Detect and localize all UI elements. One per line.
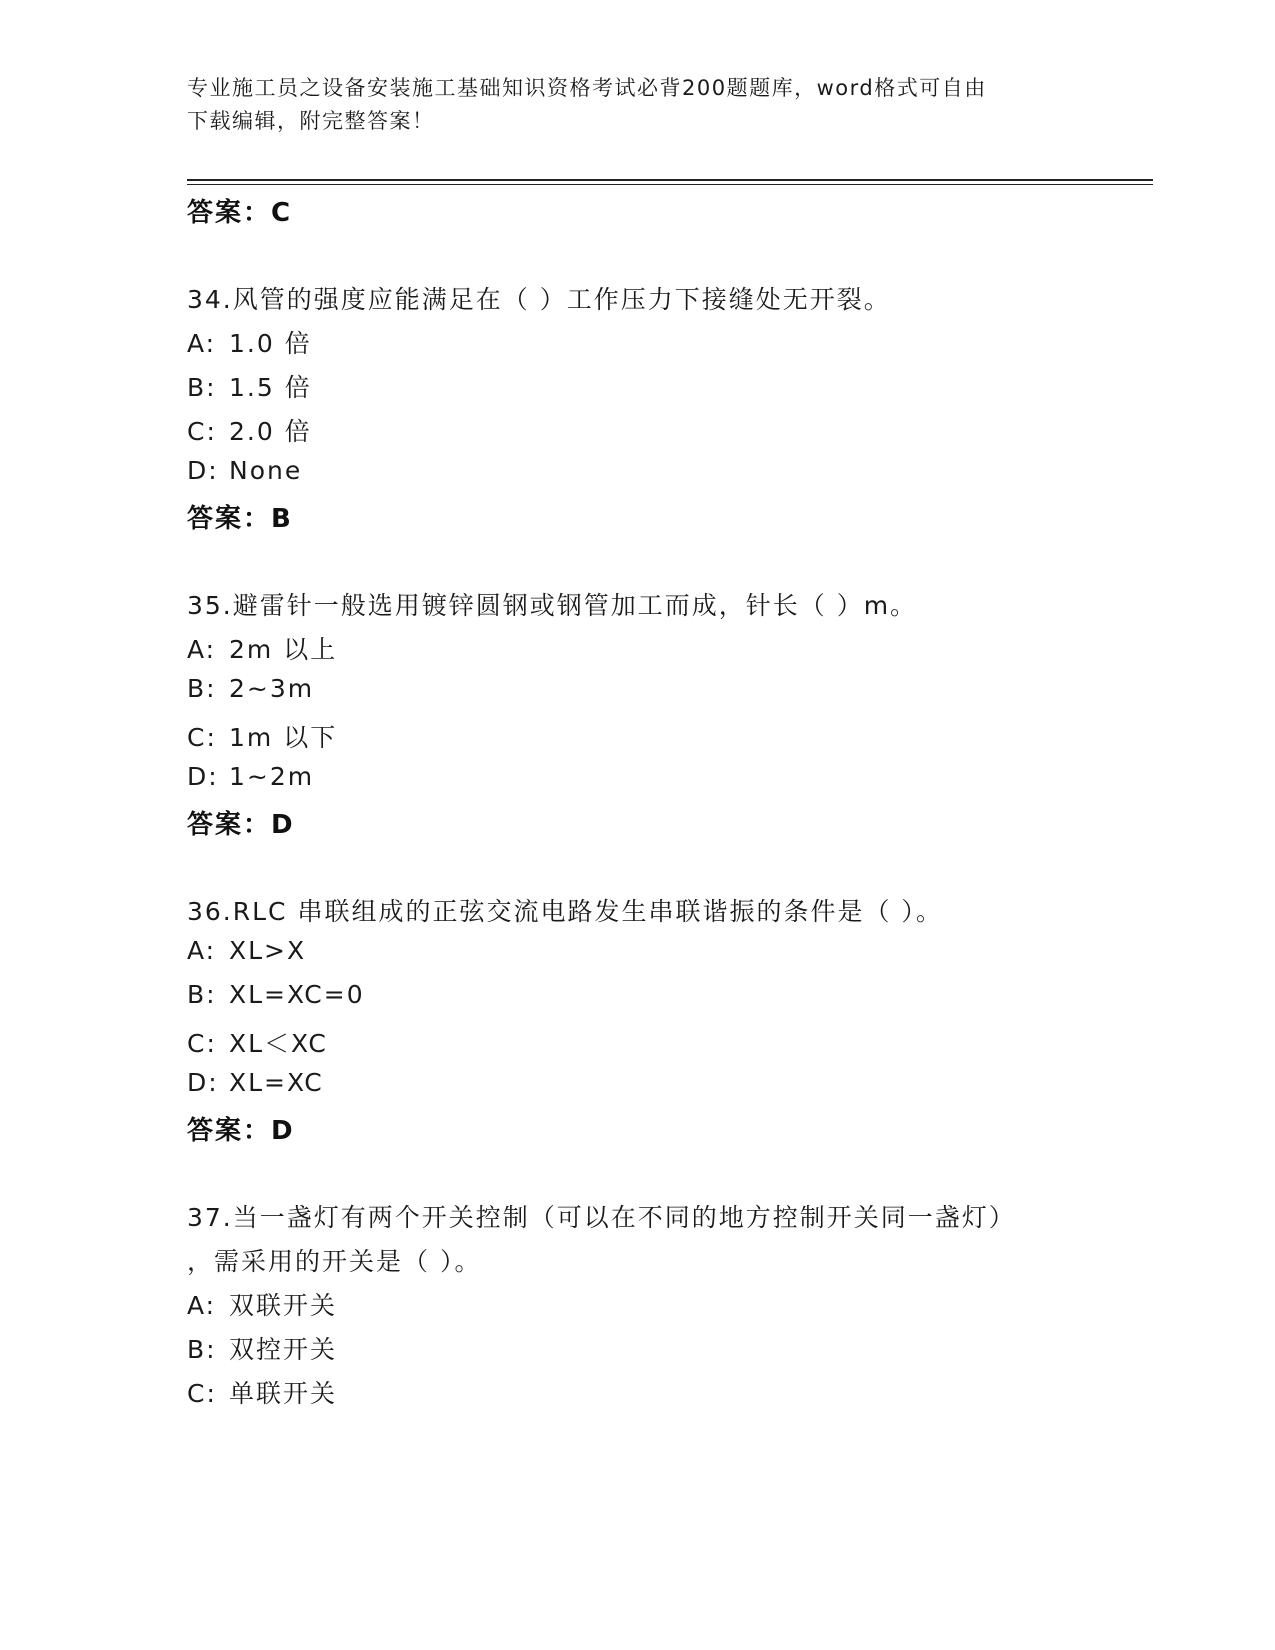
option-key: D: bbox=[187, 1068, 219, 1097]
answer-36: 答案：D bbox=[187, 1116, 295, 1146]
option-text: 2m 以上 bbox=[229, 635, 338, 664]
question-36-option-b bbox=[187, 980, 365, 1009]
option-key: C: bbox=[187, 1029, 217, 1058]
header-divider-thin bbox=[187, 184, 1153, 185]
answer-35: 答案：D bbox=[187, 810, 295, 840]
question-35-stem: 35.避雷针一般选用镀锌圆钢或钢管加工而成，针长（ ）m。 bbox=[187, 591, 918, 620]
option-key: D: bbox=[187, 762, 219, 791]
question-37-option-b bbox=[187, 1330, 337, 1366]
option-text: 2.0 倍 bbox=[229, 417, 312, 446]
question-35-option-d bbox=[187, 762, 314, 791]
option-text: None bbox=[229, 456, 303, 485]
option-key: B: bbox=[187, 980, 217, 1009]
option-text: 1~2m bbox=[229, 762, 315, 791]
question-37-option-c bbox=[187, 1374, 337, 1410]
answer-34: 答案：B bbox=[187, 504, 293, 534]
option-key: A: bbox=[187, 329, 217, 358]
option-key: A: bbox=[187, 936, 217, 965]
option-text: XL>X bbox=[229, 936, 307, 965]
question-36-stem: 36.RLC 串联组成的正弦交流电路发生串联谐振的条件是（ ）。 bbox=[187, 897, 943, 926]
question-34-stem: 34.风管的强度应能满足在（ ）工作压力下接缝处无开裂。 bbox=[187, 285, 891, 314]
option-key: B: bbox=[187, 1335, 217, 1364]
question-34-option-d bbox=[187, 456, 302, 485]
option-text: 双控开关 bbox=[229, 1335, 338, 1364]
option-text: 2~3m bbox=[229, 674, 315, 703]
option-text: XL=XC bbox=[229, 1068, 324, 1097]
option-text: 1.0 倍 bbox=[229, 329, 312, 358]
question-37-option-a bbox=[187, 1286, 337, 1322]
option-text: 1.5 倍 bbox=[229, 373, 312, 402]
question-36-option-d bbox=[187, 1068, 324, 1097]
document-header bbox=[187, 72, 1087, 138]
header-line-1: 专业施工员之设备安装施工基础知识资格考试必背200题题库，word格式可自由 bbox=[187, 76, 987, 100]
option-text: XL=XC=0 bbox=[229, 980, 365, 1009]
header-line-2: 下载编辑，附完整答案！ bbox=[187, 109, 435, 133]
header-divider-thick bbox=[187, 179, 1153, 181]
question-34-option-a bbox=[187, 324, 312, 360]
option-key: C: bbox=[187, 417, 217, 446]
question-35-option-c bbox=[187, 718, 337, 754]
option-key: A: bbox=[187, 635, 217, 664]
option-key: D: bbox=[187, 456, 219, 485]
option-text: 1m 以下 bbox=[229, 723, 338, 752]
option-text: 双联开关 bbox=[229, 1291, 338, 1320]
question-34-option-c bbox=[187, 412, 312, 448]
question-34-option-b bbox=[187, 368, 312, 404]
question-37-stem: 37.当一盏灯有两个开关控制（可以在不同的地方控制开关同一盏灯） bbox=[187, 1203, 1016, 1232]
option-key: C: bbox=[187, 1379, 217, 1408]
answer-33: 答案：C bbox=[187, 198, 293, 228]
option-key: A: bbox=[187, 1291, 217, 1320]
question-37-stem-continued: ，需采用的开关是（ ）。 bbox=[187, 1247, 482, 1276]
question-36-option-a bbox=[187, 936, 306, 965]
question-35-option-b bbox=[187, 674, 314, 703]
question-36-option-c bbox=[187, 1024, 328, 1060]
option-key: C: bbox=[187, 723, 217, 752]
question-35-option-a bbox=[187, 630, 337, 666]
option-key: B: bbox=[187, 373, 217, 402]
option-text: 单联开关 bbox=[229, 1379, 338, 1408]
option-text: XL＜XC bbox=[229, 1029, 328, 1058]
option-key: B: bbox=[187, 674, 217, 703]
